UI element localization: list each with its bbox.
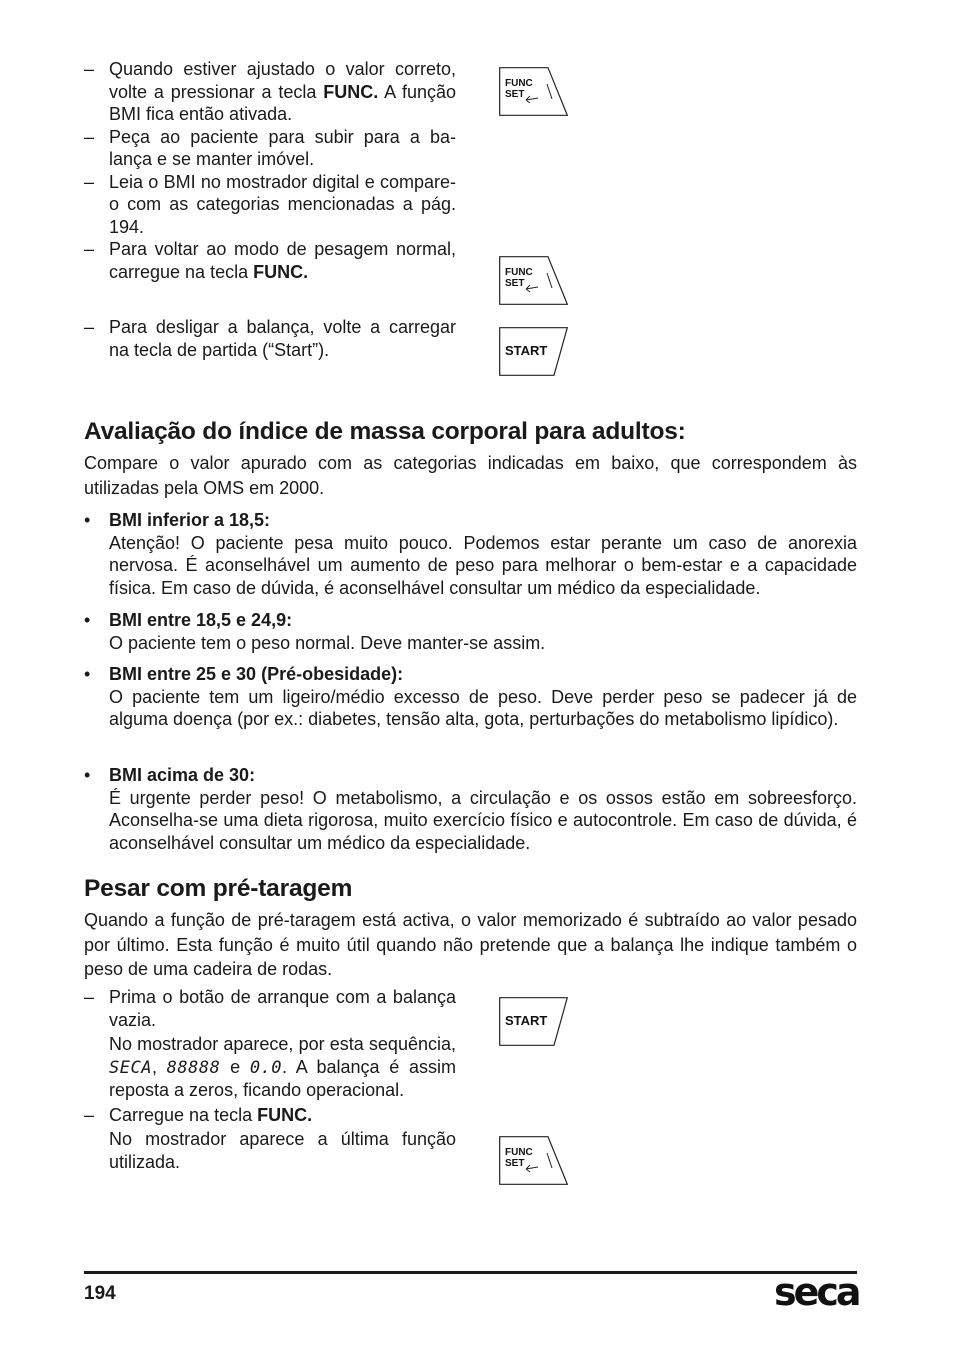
separator-text: e [220, 1056, 250, 1077]
bullet-marker: • [84, 765, 91, 785]
top-steps-list-end [84, 316, 456, 361]
bullet-marker: • [84, 664, 91, 684]
bmi-category-heading: BMI entre 25 e 30 (Pré-obesidade): [109, 664, 404, 684]
step-text: Para voltar ao modo de pesagem normal, carregue na tecla [109, 239, 456, 282]
step-key-name: FUNC. [257, 1104, 313, 1125]
dash-marker: – [84, 239, 95, 259]
bmi-category-item [84, 663, 857, 731]
bmi-category-text: Atenção! O paciente pesa muito pouco. Podemos estar perante um caso de anorexia nervosa. É aconselhável um aumento de peso para melhorar o bem-estar e a capacidade física. Em caso de dúvida, é aconselhável consultar um médico da especialidade. [109, 532, 857, 598]
top-steps-list [84, 58, 456, 283]
display-readout-zero: 0.0 [249, 1057, 283, 1078]
step-text: No mostrador aparece, por esta sequência, [109, 1034, 456, 1054]
step-text: Prima o botão de arranque com a balança vazia. [109, 987, 456, 1030]
key-label-set: SET [505, 278, 525, 289]
key-label-start: START [505, 1013, 548, 1028]
start-key-icon [499, 327, 568, 376]
bmi-category-text: O paciente tem o peso normal. Deve manter-se assim. [109, 632, 546, 653]
bullet-marker: • [84, 510, 91, 530]
step-item [84, 171, 456, 239]
key-label-start: START [505, 343, 548, 358]
func-set-key-icon [499, 1136, 568, 1185]
page-number: 194 [84, 1283, 116, 1304]
key-label-func: FUNC [505, 267, 533, 278]
display-readout-88888: 88888 [166, 1057, 221, 1078]
step-text: Leia o BMI no mostrador digital e compare-o com as categorias mencionadas a pág. 194. [109, 171, 456, 237]
section-intro-bmi: Compare o valor apurado com as categorias indicadas em baixo, que correspondem às utilizadas pela OMS em 2000. [84, 453, 857, 498]
dash-marker: – [84, 1104, 95, 1125]
key-label-func: FUNC [505, 78, 533, 89]
section-intro-pretare: Quando a função de pré-taragem está activa, o valor memorizado é subtraído ao valor pesado por último. Esta função é muito útil quando não pretende que a balança lhe indique também o peso de uma cadeira de rodas. [84, 910, 857, 979]
start-key-icon [499, 997, 568, 1046]
bmi-category-item [84, 609, 857, 654]
bmi-category-text: É urgente perder peso! O metabolismo, a circulação e os ossos estão em sobreesforço. Aconselha-se uma dieta rigorosa, muito exercício físico e autocontrole. Em caso de dúvida, é aconselhável consultar um médico da especialidade. [109, 787, 857, 853]
pretare-steps-list [84, 986, 456, 1173]
step-item [84, 1104, 456, 1174]
key-label-set: SET [505, 1158, 525, 1169]
key-label-func: FUNC [505, 1147, 533, 1158]
step-text-after: A função BMI fica então ativada. [109, 81, 456, 124]
step-text: No mostrador aparece a última função utilizada. [109, 1129, 456, 1172]
bmi-category-text: O paciente tem um ligeiro/médio excesso de peso. Deve perder peso se padecer já de alguma doença (por ex.: diabetes, tensão alta, gota, perturbações do metabolismo lipídico). [109, 686, 857, 729]
bmi-category-item [84, 764, 857, 854]
step-text-after: . A balança é assim reposta a zeros, ficando operacional. [109, 1056, 456, 1100]
func-set-key-icon [499, 67, 568, 116]
step-item [84, 238, 456, 283]
bmi-category-heading: BMI acima de 30: [109, 765, 256, 785]
step-key-name: FUNC. [323, 81, 379, 102]
dash-marker: – [84, 59, 95, 79]
bullet-marker: • [84, 610, 91, 630]
dash-marker: – [84, 126, 95, 147]
section-title-pretare: Pesar com pré-taragem [84, 875, 353, 902]
step-text: Quando estiver ajustado o valor correto, volte a pressionar a tecla [109, 59, 456, 102]
step-item [84, 316, 456, 361]
dash-marker: – [84, 987, 95, 1007]
step-item [84, 986, 456, 1102]
dash-marker: – [84, 171, 95, 192]
bmi-category-item [84, 509, 857, 599]
func-set-key-icon [499, 256, 568, 305]
footer-rule [84, 1271, 857, 1274]
step-key-name: FUNC. [253, 261, 309, 282]
step-text: Carregue na tecla [109, 1104, 258, 1125]
step-item [84, 58, 456, 126]
key-label-set: SET [505, 89, 525, 100]
step-item [84, 126, 456, 171]
step-text: Peça ao paciente para subir para a balança e se manter imóvel. [109, 126, 456, 169]
section-title-bmi-adults: Avaliação do índice de massa corporal para adultos: [84, 418, 686, 445]
separator-text: , [151, 1056, 167, 1077]
display-readout-seca: SECA [109, 1057, 152, 1078]
seca-logo [774, 1270, 858, 1314]
logo-text: seca [774, 1270, 859, 1314]
step-text: Para desligar a balança, volte a carregar na tecla de partida (“Start”). [109, 317, 456, 360]
bmi-category-heading: BMI inferior a 18,5: [109, 510, 271, 530]
dash-marker: – [84, 317, 95, 337]
bmi-category-heading: BMI entre 18,5 e 24,9: [109, 610, 293, 630]
